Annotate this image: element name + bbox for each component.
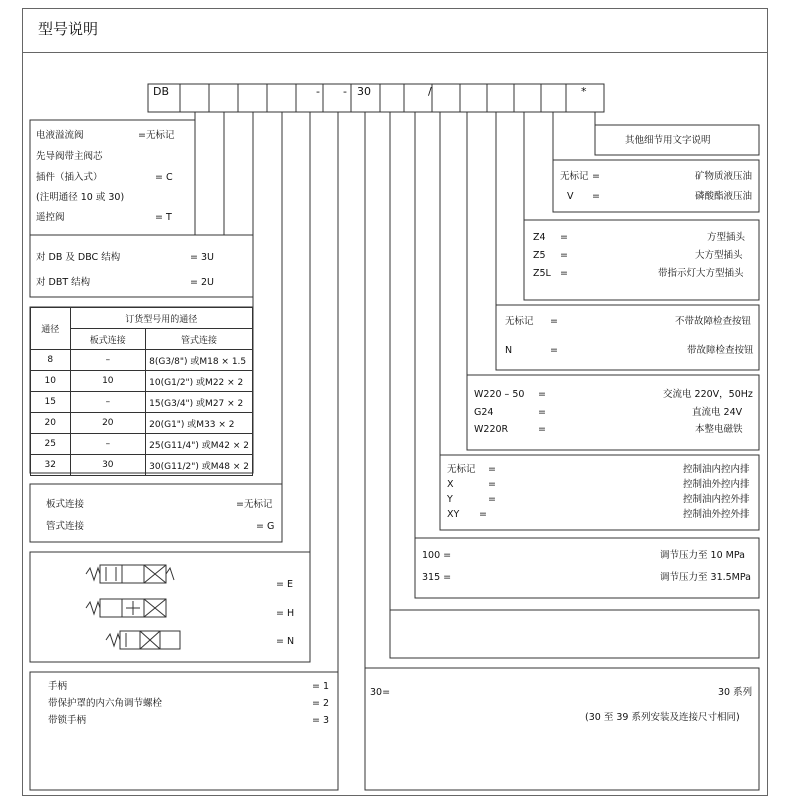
dn-header-0: 通径 (31, 308, 71, 350)
conn-label-1: 管式连接 (46, 521, 85, 532)
struct-label-1: 对 DBT 结构 (36, 277, 91, 288)
pressure-desc-1: 调节压力至 31.5MPa (660, 572, 751, 583)
valve-symbol-e (86, 565, 174, 583)
dn-group-header: 订货型号用的通径 (70, 308, 253, 329)
dn-cell: 32 (31, 455, 71, 476)
pressure-desc-0: 调节压力至 10 MPa (660, 550, 745, 561)
drain-desc-2: 控制油内控外排 (683, 494, 750, 505)
adjust-label-2: 带锁手柄 (48, 715, 87, 726)
struct-label-0: 对 DB 及 DBC 结构 (36, 252, 121, 263)
drain-eq-3: = (479, 509, 487, 520)
drain-eq-2: = (488, 494, 496, 505)
plug-desc-0: 方型插头 (707, 232, 746, 243)
drain-code-2: Y (447, 494, 453, 505)
seal-desc-1: 磷酸酯液压油 (695, 191, 753, 202)
page-title: 型号说明 (38, 20, 99, 38)
adjust-label-0: 手柄 (48, 681, 68, 692)
code-dash-1: - (316, 85, 320, 98)
dn-cell: 10(G1/2") 或M22 × 2 (146, 371, 253, 392)
type-label-1: 先导阀带主阀芯 (36, 151, 103, 162)
plug-desc-2: 带指示灯大方型插头 (658, 268, 744, 279)
type-value-4: = T (155, 212, 172, 223)
code-slash: / (428, 85, 432, 98)
code-star: * (581, 85, 587, 98)
dn-cell: 25 (31, 434, 71, 455)
drain-code-1: X (447, 479, 454, 490)
dn-cell: 30(G11/2") 或M48 × 2 (146, 455, 253, 476)
dn-cell: 10 (70, 371, 146, 392)
voltage-desc-2: 本整电磁铁 (695, 424, 743, 435)
series-note: (30 至 39 系列安装及连接尺寸相同) (585, 712, 740, 723)
button-code-1: N (505, 345, 513, 356)
dn-cell: 8 (31, 350, 71, 371)
seal-code-0: 无标记 (560, 171, 589, 182)
code-prefix: DB (153, 85, 170, 98)
plug-code-0: Z4 (533, 232, 546, 243)
button-eq-0: = (550, 316, 558, 327)
plug-eq-1: = (560, 250, 568, 261)
symbol-value-e: = E (276, 579, 293, 590)
drain-eq-1: = (488, 479, 496, 490)
seal-eq-0: = (592, 171, 600, 182)
dn-cell: 30 (70, 455, 146, 476)
type-value-0: =无标记 (138, 130, 175, 141)
voltage-code-0: W220 – 50 (474, 389, 525, 400)
voltage-desc-1: 直流电 24V (692, 407, 743, 418)
seal-desc-0: 矿物质液压油 (695, 171, 753, 182)
drain-desc-3: 控制油外控外排 (683, 509, 750, 520)
symbol-value-h: = H (276, 608, 295, 619)
conn-value-0: =无标记 (236, 499, 273, 510)
voltage-eq-2: = (538, 424, 546, 435)
voltage-desc-0: 交流电 220V，50Hz (663, 389, 753, 400)
adjust-label-1: 带保护罩的内六角调节螺栓 (48, 698, 163, 709)
drain-desc-1: 控制油外控内排 (683, 479, 750, 490)
code-series: 30 (357, 85, 371, 98)
voltage-code-1: G24 (474, 407, 494, 418)
pressure-code-1: 315 = (422, 572, 452, 583)
seal-eq-1: = (592, 191, 600, 202)
conn-value-1: = G (256, 521, 275, 532)
code-dash-2: - (343, 85, 347, 98)
button-desc-1: 带故障检查按钮 (687, 345, 754, 356)
dn-cell: 8(G3/8") 或M18 × 1.5 (146, 350, 253, 371)
type-value-2: = C (155, 172, 173, 183)
valve-symbol-h (86, 599, 166, 617)
dn-header-1: 板式连接 (70, 329, 146, 350)
voltage-eq-0: = (538, 389, 546, 400)
adjust-value-1: = 2 (312, 698, 330, 709)
valve-symbol-n (106, 631, 180, 649)
plug-code-1: Z5 (533, 250, 546, 261)
voltage-code-2: W220R (474, 424, 509, 435)
struct-value-0: = 3U (190, 252, 214, 263)
type-label-3: (注明通径 10 或 30) (36, 192, 125, 203)
other-label: 其他细节用文字说明 (625, 135, 711, 146)
type-label-4: 遥控阀 (36, 212, 65, 223)
button-eq-1: = (550, 345, 558, 356)
plug-code-2: Z5L (533, 268, 551, 279)
conn-label-0: 板式连接 (46, 499, 85, 510)
dn-cell: 25(G11/4") 或M42 × 2 (146, 434, 253, 455)
plug-eq-2: = (560, 268, 568, 279)
dn-cell: 15(G3/4") 或M27 × 2 (146, 392, 253, 413)
pressure-code-0: 100 = (422, 550, 452, 561)
dn-cell: – (70, 434, 146, 455)
type-label-2: 插件（插入式） (36, 172, 103, 183)
dn-cell: 20 (70, 413, 146, 434)
adjust-value-0: = 1 (312, 681, 330, 692)
dn-cell: 20(G1") 或M33 × 2 (146, 413, 253, 434)
drain-eq-0: = (488, 464, 496, 475)
drain-code-0: 无标记 (447, 464, 476, 475)
button-code-0: 无标记 (505, 316, 534, 327)
dn-cell: – (70, 350, 146, 371)
plug-eq-0: = (560, 232, 568, 243)
dn-cell: 20 (31, 413, 71, 434)
seal-code-1: V (567, 191, 574, 202)
type-label-0: 电液溢流阀 (36, 130, 84, 141)
button-desc-0: 不带故障检查按钮 (675, 316, 752, 327)
dn-cell: – (70, 392, 146, 413)
dn-cell: 15 (31, 392, 71, 413)
drain-desc-0: 控制油内控内排 (683, 464, 750, 475)
series-code: 30= (370, 687, 391, 698)
drain-code-3: XY (447, 509, 460, 520)
voltage-eq-1: = (538, 407, 546, 418)
struct-value-1: = 2U (190, 277, 214, 288)
series-desc: 30 系列 (718, 687, 753, 698)
adjust-value-2: = 3 (312, 715, 330, 726)
plug-desc-1: 大方型插头 (695, 250, 743, 261)
dn-cell: 10 (31, 371, 71, 392)
dn-header-2: 管式连接 (146, 329, 253, 350)
symbol-value-n: = N (276, 636, 295, 647)
